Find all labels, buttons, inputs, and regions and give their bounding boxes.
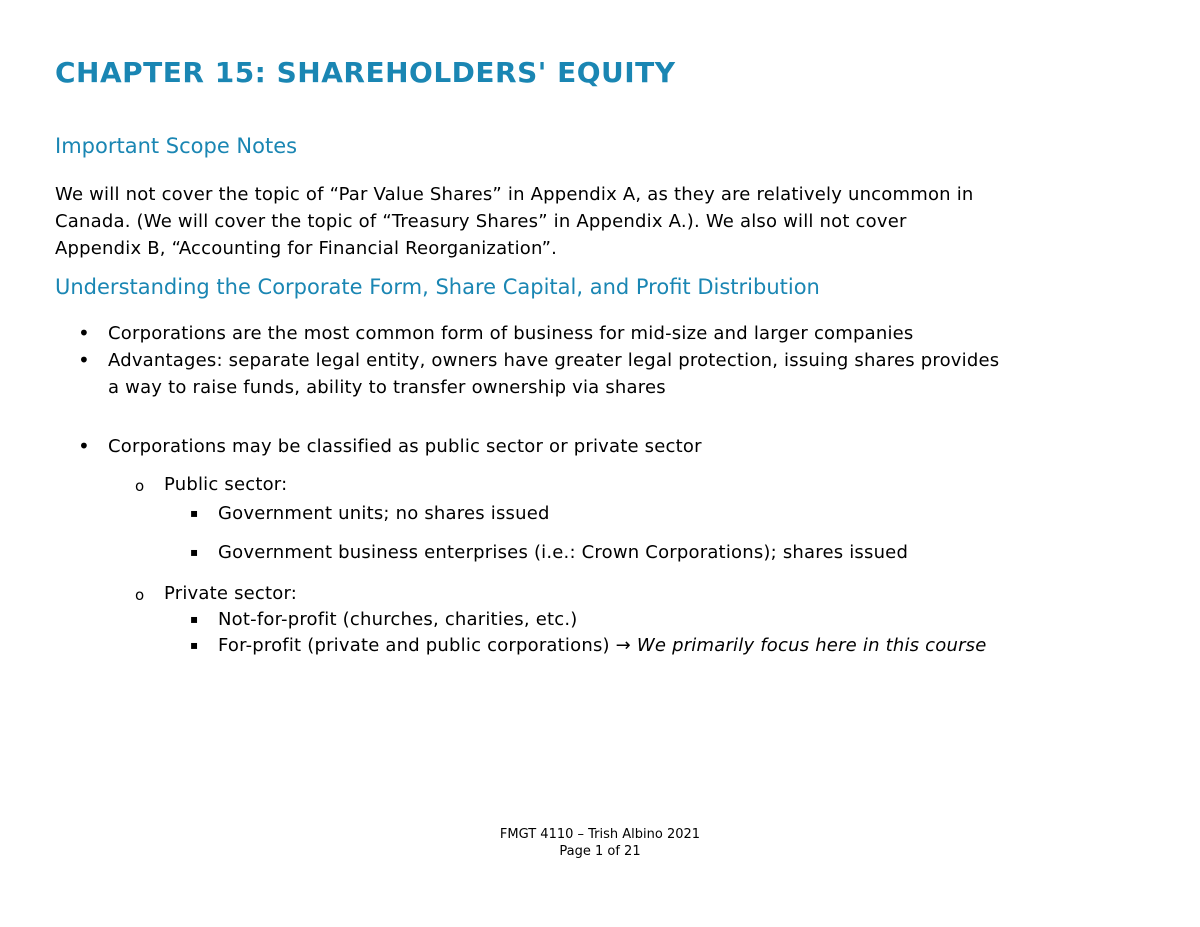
understanding-heading: Understanding the Corporate Form, Share Capital, and Profit Distribution [55, 275, 820, 299]
public-sector-item-2: Government business enterprises (i.e.: Crown Corporations); shares issued [218, 542, 909, 563]
private-sector-label: Private sector: [164, 583, 298, 604]
bullet-classification: Corporations may be classified as public sector or private sector [108, 436, 702, 457]
scope-line-1: We will not cover the topic of “Par Value Shares” in Appendix A, as they are relatively uncommon in [55, 184, 974, 205]
footer-page-number: Page 1 of 21 [559, 844, 641, 859]
scope-line-2: Canada. (We will cover the topic of “Treasury Shares” in Appendix A.). We also will not cover [55, 211, 907, 232]
bullet-advantages-line-1: Advantages: separate legal entity, owners have greater legal protection, issuing shares provides [108, 350, 1000, 371]
circle-bullet-icon: o [135, 586, 145, 604]
chapter-title: CHAPTER 15: SHAREHOLDERS' EQUITY [55, 56, 676, 89]
square-bullet-icon: ▪ [190, 506, 199, 520]
page-footer [0, 826, 1200, 860]
public-sector-label: Public sector: [164, 474, 288, 495]
bullet-icon: • [78, 434, 90, 458]
private-sector-item-2 [218, 632, 987, 659]
public-sector-item-1: Government units; no shares issued [218, 503, 550, 524]
scope-heading: Important Scope Notes [55, 134, 298, 158]
private-sector-item-1: Not-for-profit (churches, charities, etc.) [218, 609, 578, 630]
bullet-corporations-common: Corporations are the most common form of business for mid-size and larger companies [108, 323, 914, 344]
square-bullet-icon: ▪ [190, 638, 199, 652]
course-focus-emphasis: We primarily focus here in this course [636, 635, 987, 656]
scope-paragraph [55, 181, 1155, 262]
square-bullet-icon: ▪ [190, 612, 199, 626]
footer-course-author: FMGT 4110 – Trish Albino 2021 [499, 827, 701, 842]
bullet-advantages-line-2: a way to raise funds, ability to transfer ownership via shares [108, 377, 666, 398]
bullet-icon: • [78, 321, 90, 345]
scope-line-3: Appendix B, “Accounting for Financial Reorganization”. [55, 238, 558, 259]
for-profit-text: For-profit (private and public corporations) → [218, 635, 631, 656]
circle-bullet-icon: o [135, 477, 145, 495]
square-bullet-icon: ▪ [190, 545, 199, 559]
bullet-icon: • [78, 348, 90, 372]
